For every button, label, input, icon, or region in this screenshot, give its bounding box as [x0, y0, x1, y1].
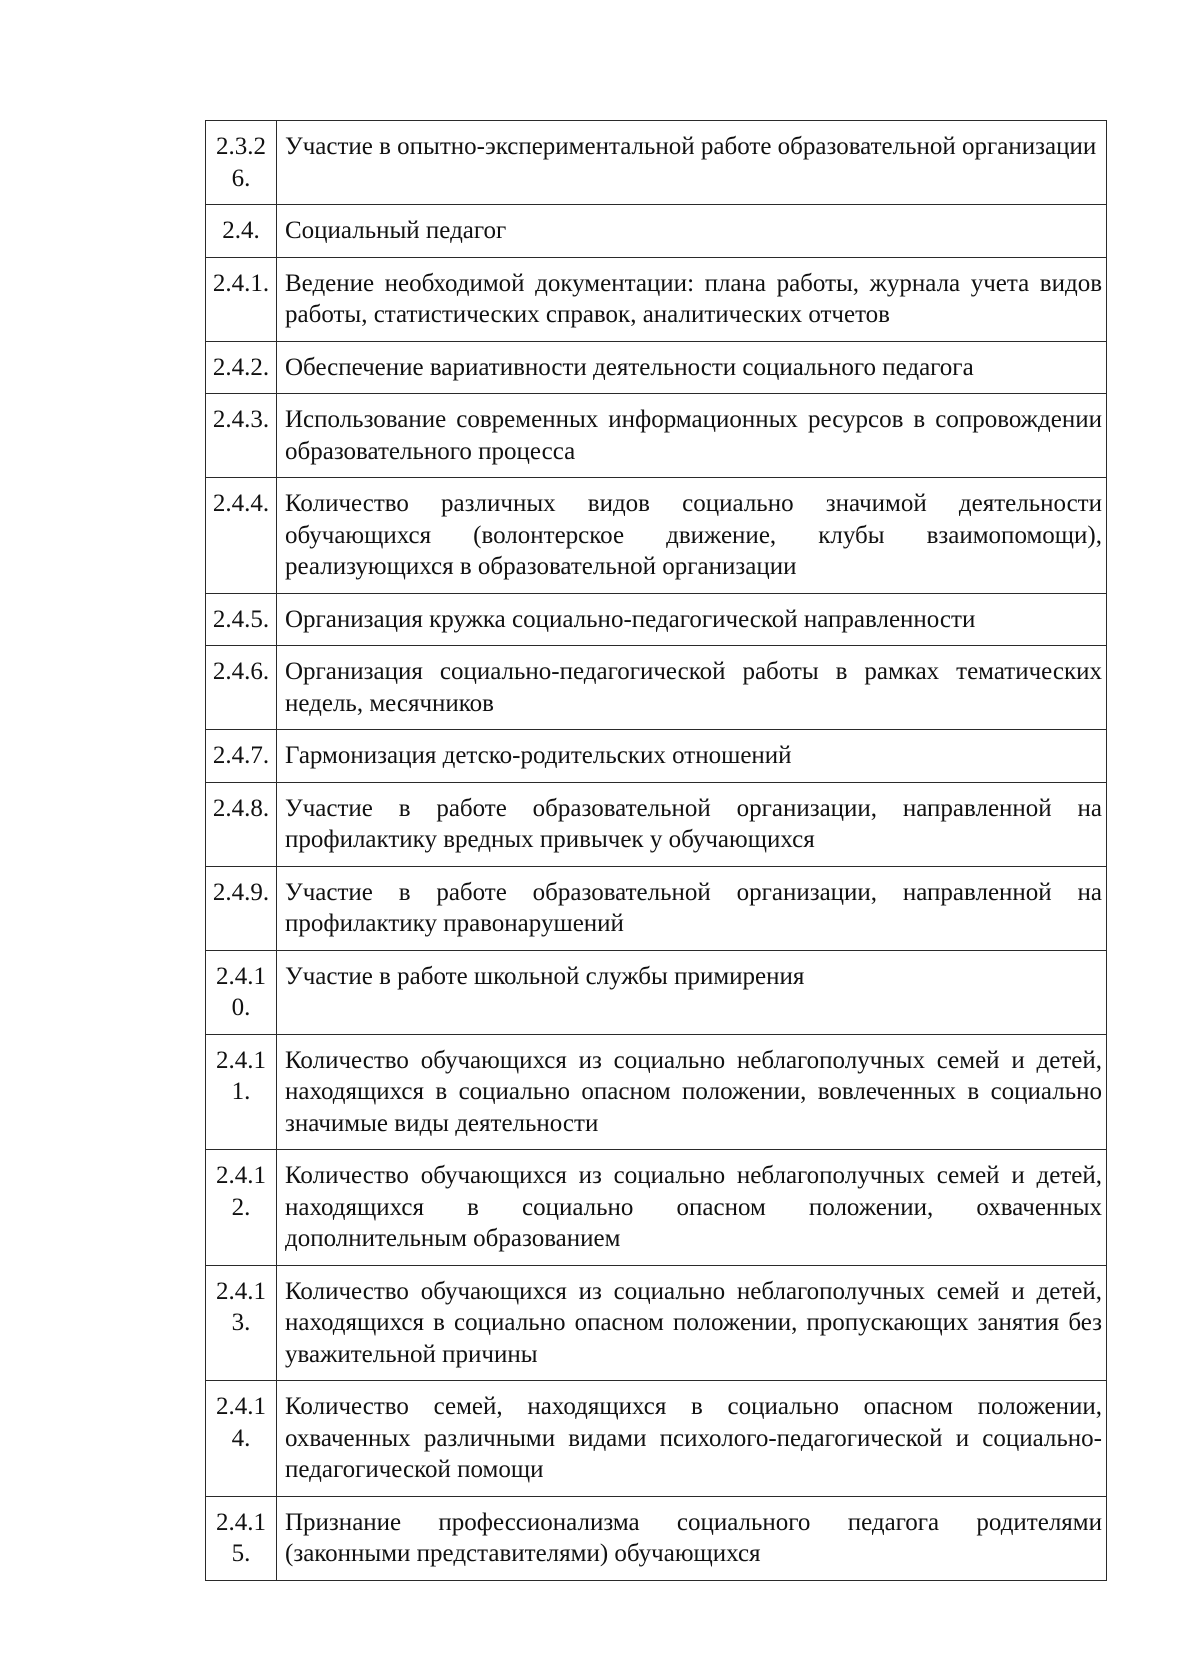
row-number: 2.4.15.: [206, 1496, 277, 1580]
table-row: [206, 341, 1107, 394]
row-number: 2.4.8.: [206, 782, 277, 866]
row-number: 2.4.1.: [206, 257, 277, 341]
row-number: 2.4.14.: [206, 1381, 277, 1497]
row-text: Количество обучающихся из социально неблагополучных семей и детей, находящихся в социально опасном положении, охваченных дополнительным образованием: [277, 1150, 1107, 1266]
criteria-table: [205, 120, 1107, 1581]
row-text: Социальный педагог: [277, 205, 1107, 258]
row-text: Организация кружка социально-педагогической направленности: [277, 593, 1107, 646]
row-text: Использование современных информационных ресурсов в сопровождении образовательного процесса: [277, 394, 1107, 478]
table-row: [206, 1496, 1107, 1580]
table-row: [206, 205, 1107, 258]
row-number: 2.4.: [206, 205, 277, 258]
row-number: 2.4.10.: [206, 950, 277, 1034]
row-number: 2.4.12.: [206, 1150, 277, 1266]
table-row: [206, 478, 1107, 594]
row-number: 2.4.13.: [206, 1265, 277, 1381]
row-number: 2.4.7.: [206, 730, 277, 783]
row-text: Участие в работе образовательной организации, направленной на профилактику вредных привычек у обучающихся: [277, 782, 1107, 866]
row-text: Организация социально-педагогической работы в рамках тематических недель, месячников: [277, 646, 1107, 730]
row-text: Участие в работе школьной службы примирения: [277, 950, 1107, 1034]
table-row: [206, 257, 1107, 341]
table-row: [206, 730, 1107, 783]
table-row: [206, 1381, 1107, 1497]
row-number: 2.3.26.: [206, 121, 277, 205]
row-number: 2.4.4.: [206, 478, 277, 594]
table-row: [206, 646, 1107, 730]
table-row: [206, 121, 1107, 205]
table-row: [206, 950, 1107, 1034]
row-text: Участие в опытно-экспериментальной работе образовательной организации: [277, 121, 1107, 205]
row-number: 2.4.6.: [206, 646, 277, 730]
table-row: [206, 1034, 1107, 1150]
row-text: Количество обучающихся из социально неблагополучных семей и детей, находящихся в социально опасном положении, вовлеченных в социально значимые виды деятельности: [277, 1034, 1107, 1150]
table-row: [206, 1150, 1107, 1266]
row-text: Количество обучающихся из социально неблагополучных семей и детей, находящихся в социально опасном положении, пропускающих занятия без уважительной причины: [277, 1265, 1107, 1381]
table-row: [206, 866, 1107, 950]
row-text: Обеспечение вариативности деятельности социального педагога: [277, 341, 1107, 394]
row-number: 2.4.5.: [206, 593, 277, 646]
row-number: 2.4.2.: [206, 341, 277, 394]
table-row: [206, 782, 1107, 866]
row-text: Количество семей, находящихся в социально опасном положении, охваченных различными видами психолого-педагогической и социально-педагогической помощи: [277, 1381, 1107, 1497]
row-text: Признание профессионализма социального педагога родителями (законными представителями) обучающихся: [277, 1496, 1107, 1580]
row-text: Участие в работе образовательной организации, направленной на профилактику правонарушений: [277, 866, 1107, 950]
table-row: [206, 1265, 1107, 1381]
row-text: Количество различных видов социально значимой деятельности обучающихся (волонтерское движение, клубы взаимопомощи), реализующихся в образовательной организации: [277, 478, 1107, 594]
table-row: [206, 394, 1107, 478]
row-number: 2.4.3.: [206, 394, 277, 478]
table-row: [206, 593, 1107, 646]
row-text: Ведение необходимой документации: плана работы, журнала учета видов работы, статистических справок, аналитических отчетов: [277, 257, 1107, 341]
row-number: 2.4.11.: [206, 1034, 277, 1150]
row-text: Гармонизация детско-родительских отношений: [277, 730, 1107, 783]
row-number: 2.4.9.: [206, 866, 277, 950]
